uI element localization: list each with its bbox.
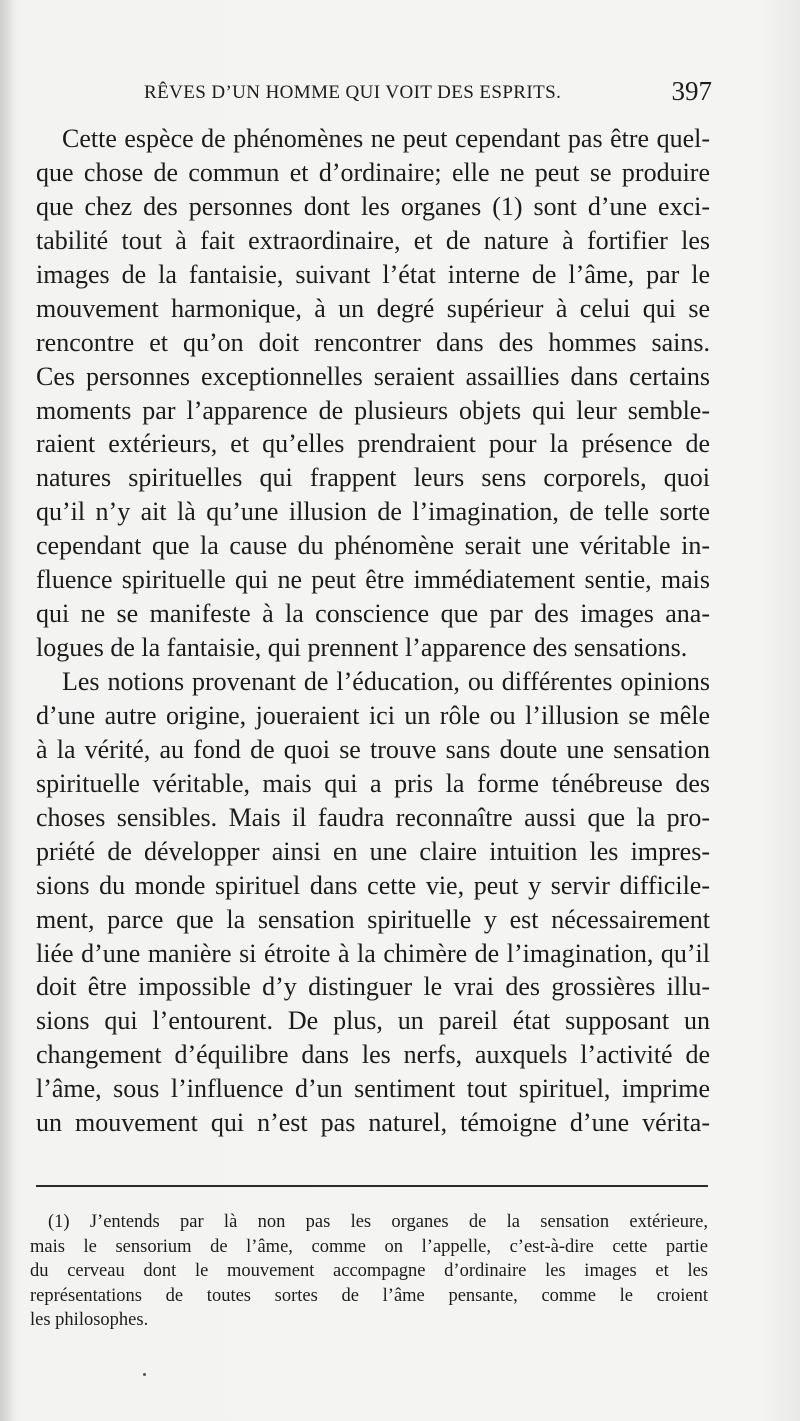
text-line: Ces personnes exceptionnelles seraient assaillies dans certains (36, 361, 710, 391)
text-line: doit être impossible d’y distinguer le vrai des grossières illu- (36, 972, 710, 1002)
text-line: que chose de commun et d’ordinaire; elle ne peut se produire (36, 157, 710, 187)
text-line: ment, parce que la sensation spirituelle y est nécessairement (36, 904, 710, 934)
text-line: tabilité tout à fait extraordinaire, et de nature à fortifier les (36, 225, 710, 255)
text-line: Cette espèce de phénomènes ne peut cependant pas être quel- (62, 124, 710, 153)
text-line: à la vérité, au fond de quoi se trouve sans doute une sensation (36, 734, 710, 764)
text-line: l’âme, sous l’influence d’un sentiment tout spirituel, imprime (36, 1074, 710, 1104)
text-line: sions qui l’entourent. De plus, un pareil état supposant un (36, 1006, 710, 1036)
text-line: qu’il n’y ait là qu’une illusion de l’imagination, de telle sorte (36, 497, 710, 527)
text-line: spirituelle véritable, mais qui a pris la forme ténébreuse des (36, 768, 710, 798)
text-line: d’une autre origine, joueraient ici un rôle ou l’illusion se mêle (36, 700, 710, 730)
text-line: changement d’équilibre dans les nerfs, auxquels l’activité de (36, 1040, 710, 1070)
page-gutter-shadow (0, 0, 14, 1421)
text-line: choses sensibles. Mais il faudra reconnaître aussi que la pro- (36, 802, 710, 832)
footnote-line: du cerveau dont le mouvement accompagne d’ordinaire les images et les (30, 1261, 708, 1282)
running-title: RÊVES D’UN HOMME QUI VOIT DES ESPRITS. (144, 82, 562, 103)
body-text (36, 122, 710, 1140)
text-line: natures spirituelles qui frappent leurs sens corporels, quoi (36, 463, 710, 493)
text-line: un mouvement qui n’est pas naturel, témoigne d’une vérita- (36, 1108, 710, 1138)
text-line: qui ne se manifeste à la conscience que par des images ana- (36, 599, 710, 629)
text-line: liée d’une manière si étroite à la chimère de l’imagination, qu’il (36, 938, 710, 968)
text-line: que chez des personnes dont les organes (1) sont d’une exci- (36, 191, 710, 221)
print-speck (143, 1373, 146, 1376)
text-line: Les notions provenant de l’éducation, ou différentes opinions (62, 667, 710, 696)
text-line: priété de développer ainsi en une claire intuition les impres- (36, 836, 710, 866)
page-header (60, 74, 712, 110)
footnote-line: mais le sensorium de l’âme, comme on l’appelle, c’est-à-dire cette partie (30, 1236, 708, 1257)
footnote-line: les philosophes. (30, 1310, 149, 1331)
footnote-line: (1) J’entends par là non pas les organes de la sensation extérieure, (48, 1212, 708, 1232)
text-line: logues de la fantaisie, qui prennent l’apparence des sensations. (36, 633, 688, 663)
footnote (30, 1210, 708, 1333)
text-line: cependant que la cause du phénomène serait une véritable in- (36, 531, 710, 561)
text-line: rencontre et qu’on doit rencontrer dans des hommes sains. (36, 327, 710, 357)
footnote-line: représentations de toutes sortes de l’âme pensante, comme le croient (30, 1285, 708, 1306)
text-line: mouvement harmonique, à un degré supérieur à celui qui se (36, 293, 710, 323)
text-line: moments par l’apparence de plusieurs objets qui leur semble- (36, 395, 710, 425)
text-line: raient extérieurs, et qu’elles prendraient pour la présence de (36, 429, 710, 459)
page-number: 397 (671, 76, 712, 106)
text-line: images de la fantaisie, suivant l’état interne de l’âme, par le (36, 259, 710, 289)
text-line: fluence spirituelle qui ne peut être immédiatement sentie, mais (36, 565, 710, 595)
text-line: sions du monde spirituel dans cette vie, peut y servir difficile- (36, 870, 710, 900)
footnote-rule (36, 1185, 708, 1187)
